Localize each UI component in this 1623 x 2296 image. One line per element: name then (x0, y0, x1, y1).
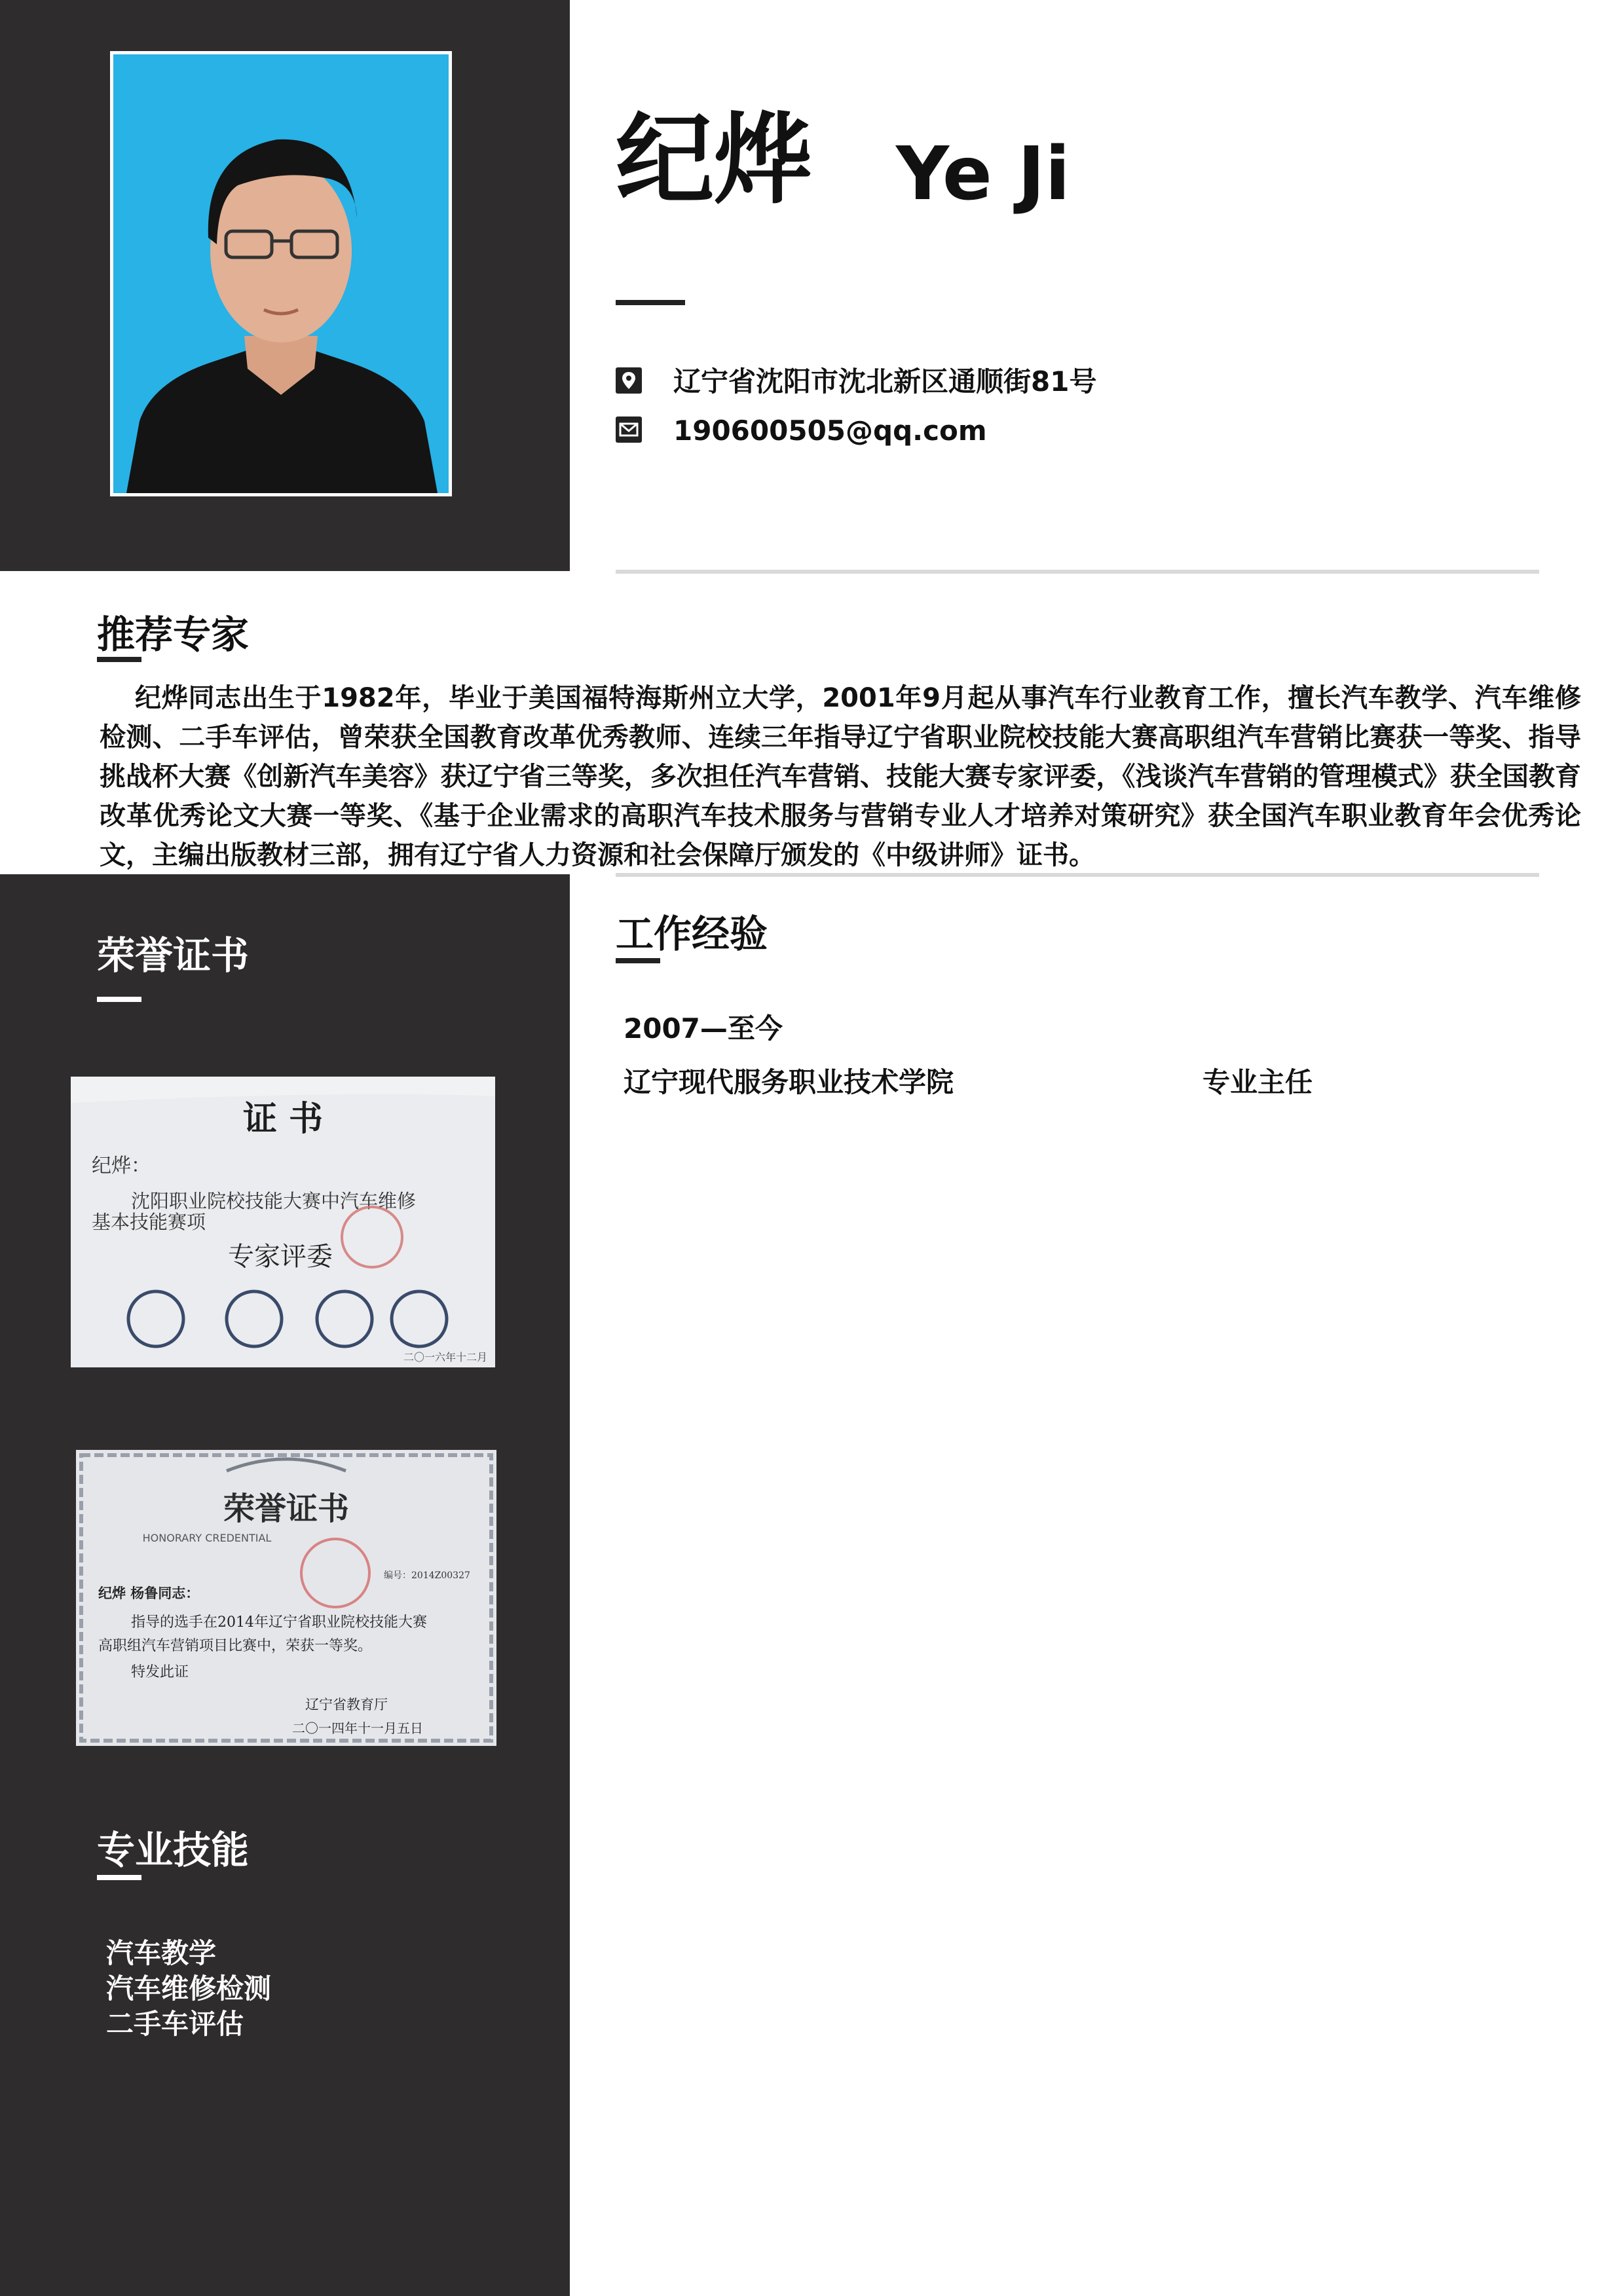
contact-email[interactable]: 190600505@qq.com (673, 415, 987, 447)
certificate-1-illustration (71, 1077, 495, 1367)
certificate-1-line-2: 基本技能赛项 (92, 1211, 206, 1233)
certificate-2-number: 编号：2014Z00327 (384, 1570, 470, 1581)
certificate-image-2 (76, 1450, 496, 1746)
certificate-2-line-2: 高职组汽车营销项目比赛中，荣获一等奖。 (98, 1638, 373, 1654)
section-underline (97, 997, 141, 1002)
section-underline (97, 1875, 141, 1880)
section-title-honors: 荣誉证书 (97, 933, 250, 978)
envelope-icon (616, 417, 642, 443)
skill-item: 二手车评估 (106, 2008, 244, 2040)
certificate-2-line-3: 特发此证 (131, 1664, 189, 1680)
profile-photo (110, 51, 452, 496)
certificate-2-subtitle: HONORARY CREDENTIAL (142, 1532, 272, 1544)
work-period: 2007—至今 (624, 1012, 783, 1045)
section-title-work: 工作经验 (616, 912, 768, 956)
certificate-1-line-3: 专家评委 (228, 1242, 333, 1272)
divider (616, 873, 1539, 877)
certificate-image-1 (71, 1077, 495, 1367)
location-pin-icon (616, 367, 642, 394)
work-position: 专业主任 (1203, 1066, 1313, 1098)
skill-item: 汽车教学 (106, 1937, 217, 1969)
name-chinese: 纪烨 (616, 103, 813, 217)
portrait-illustration (113, 54, 449, 493)
work-company: 辽宁现代服务职业技术学院 (624, 1066, 954, 1098)
recommendation-paragraph: 纪烨同志出生于1982年，毕业于美国福特海斯州立大学，2001年9月起从事汽车行业教育工作，擅长汽车教学、汽车维修检测、二手车评估，曾荣获全国教育改革优秀教师、连续三年指导辽宁省职业院校技能大赛高职组汽车营销比赛获一等奖、指导挑战杯大赛《创新汽车美容》获辽宁省三等奖，多次担任汽车营销、技能大赛专家评委，《浅谈汽车营销的管理模式》获全国教育改革优秀论文大赛一等奖、《基于企业需求的高职汽车技术服务与营销专业人才培养对策研究》获全国汽车职业教育年会优秀论文，主编出版教材三部，拥有辽宁省人力资源和社会保障厅颁发的《中级讲师》证书。 (100, 683, 1581, 870)
certificate-2-line-1: 指导的选手在2014年辽宁省职业院校技能大赛 (131, 1614, 427, 1631)
certificate-1-line-1: 沈阳职业院校技能大赛中汽车维修 (131, 1190, 417, 1212)
certificate-1-title: 证 书 (242, 1099, 324, 1139)
certificate-2-issuer: 辽宁省教育厅 (305, 1697, 388, 1713)
certificate-2-date: 二〇一四年十一月五日 (292, 1720, 423, 1736)
certificate-1-date: 二〇一六年十二月 (403, 1351, 488, 1363)
contact-address: 辽宁省沈阳市沈北新区通顺街81号 (673, 365, 1097, 398)
certificate-2-recipient: 纪烨 杨鲁同志： (98, 1585, 200, 1601)
certificate-1-recipient: 纪烨： (92, 1155, 151, 1177)
skill-item: 汽车维修检测 (106, 1972, 272, 2005)
section-underline (97, 657, 141, 662)
section-title-skills: 专业技能 (97, 1828, 250, 1872)
name-english: Ye Ji (896, 132, 1070, 217)
divider (616, 570, 1539, 574)
name-underline (616, 300, 685, 305)
certificate-2-title: 荣誉证书 (223, 1491, 350, 1527)
section-title-recommendation: 推荐专家 (97, 612, 250, 657)
certificate-2-illustration (76, 1450, 496, 1746)
section-underline (616, 958, 660, 963)
